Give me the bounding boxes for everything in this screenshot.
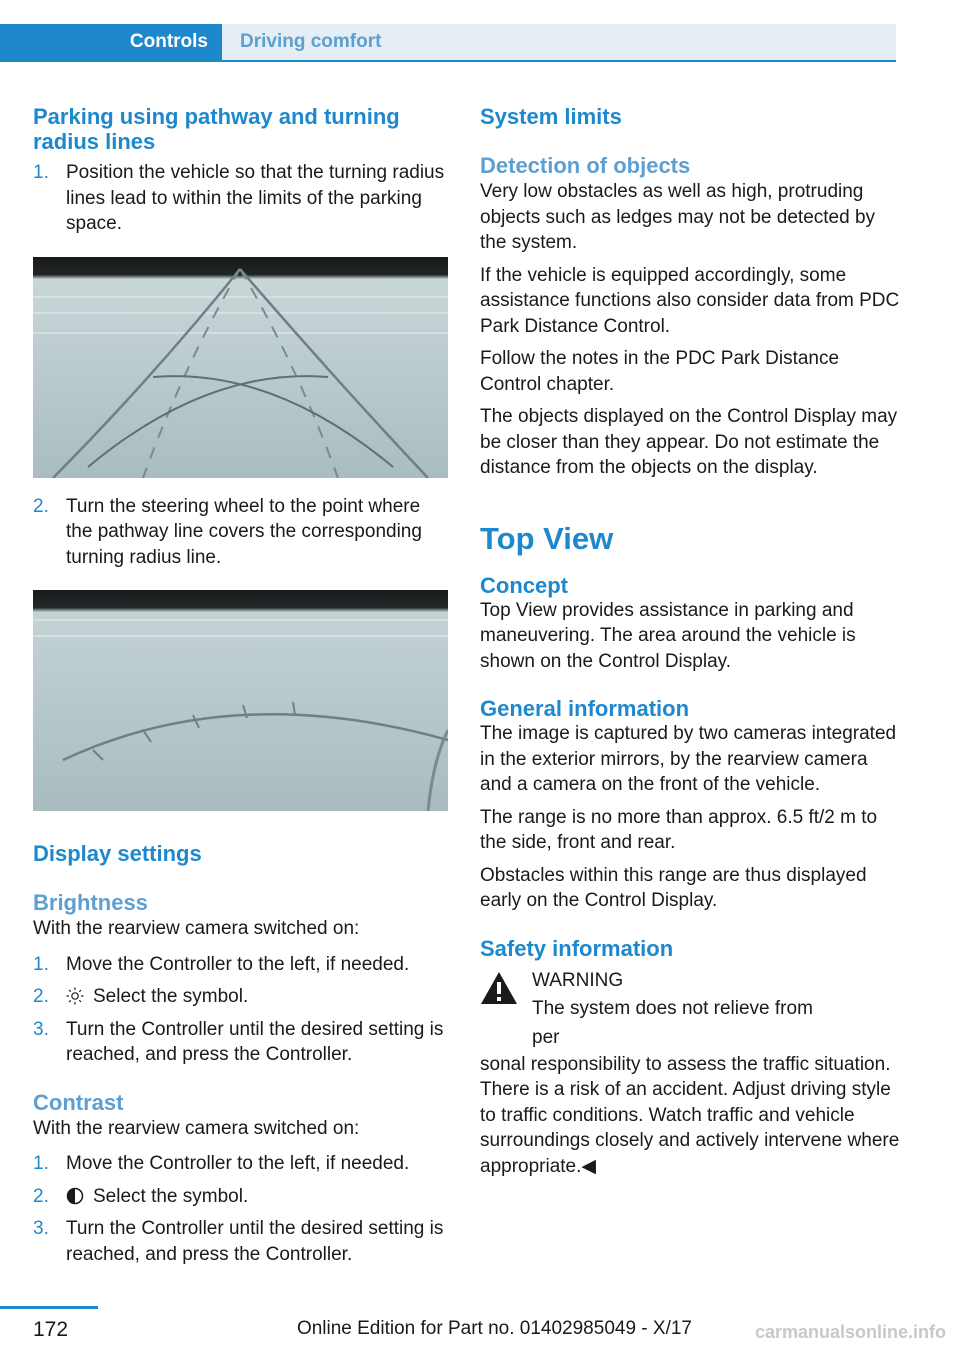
heading-contrast: Contrast [33,1089,124,1115]
step-text: Select the symbol. [93,986,249,1007]
heading-brightness: Brightness [33,890,148,915]
step-text: Turn the Controller until the desired setting is reached, and press the Controller. [66,1218,444,1265]
left-column [33,104,448,1267]
watermark: carmanualsonline.info [754,1322,946,1342]
parking-step-1 [33,160,448,237]
warning-block [480,967,900,1052]
brightness-intro: With the rearview camera switched on: [33,918,360,939]
warning-line-1: The system does not relieve from per [532,997,813,1048]
heading-concept: Concept [480,572,568,598]
contrast-step-2 [33,1184,448,1210]
edition-note: Online Edition for Part no. 01402985049 - X/17 [296,1318,692,1339]
figure-turning-radius [33,590,448,811]
contrast-step-1 [33,1151,448,1177]
brightness-icon [66,987,84,1005]
step-text: Turn the steering wheel to the point where the pathway line covers the corresponding turning radius line. [66,495,422,568]
step-number: 1. [33,953,49,975]
heading-parking-lines: Parking using pathway and turning radius lines [33,104,400,154]
general-paragraph-1: The image is captured by two cameras integrated in the exterior mirrors, by the rearview camera and a camera on the front of the vehicle. [480,723,897,795]
contrast-icon [66,1187,84,1205]
step-number: 2. [33,986,49,1007]
warning-label: WARNING [532,969,624,991]
step-text: Move the Controller to the left, if needed. [66,1153,410,1174]
pathway-lines-illustration [33,257,448,478]
page-number: 172 [33,1318,69,1341]
step-text: Turn the Controller until the desired setting is reached, and press the Controller. [66,1018,444,1065]
contrast-intro: With the rearview camera switched on: [33,1117,360,1139]
step-number: 3. [33,1018,49,1040]
step-number: 1. [33,1153,49,1174]
detection-paragraph-3: Follow the notes in the PDC Park Distance Control chapter. [480,348,840,395]
header-rule [0,60,896,62]
contrast-step-3 [33,1216,448,1267]
step-text: Move the Controller to the left, if needed. [66,953,410,975]
general-paragraph-2: The range is no more than approx. 6.5 ft/2 m to the side, front and rear. [480,806,878,853]
header-tab-controls: Controls [0,24,222,60]
warning-text: sonal responsibility to assess the traffic situation. There is a risk of an accident. Adjust driving style to traffic conditions. Watch traffic and vehicle surroundings closely and actively intervene where appropriate.◀ [480,1053,900,1177]
right-column [480,104,900,1179]
heading-general-information: General information [480,696,690,721]
brightness-step-1 [33,952,448,978]
footer-rule [0,1306,98,1309]
concept-paragraph: Top View provides assistance in parking and maneuvering. The area around the vehicle is shown on the Control Display. [480,599,856,672]
brightness-step-3 [33,1017,448,1068]
general-paragraph-3: Obstacles within this range are thus displayed early on the Control Display. [480,864,867,911]
heading-display-settings: Display settings [33,841,202,866]
step-number: 2. [33,495,49,517]
step-number: 3. [33,1218,49,1239]
heading-top-view: Top View [480,520,614,556]
header-tab-driving-comfort: Driving comfort [222,24,896,60]
detection-paragraph-1: Very low obstacles as well as high, protruding objects such as ledges may not be detected by the system. [480,181,876,253]
step-text: Position the vehicle so that the turning radius lines lead to within the limits of the parking space. [66,162,445,234]
warning-triangle-icon [480,971,518,1005]
heading-detection-of-objects: Detection of objects [480,153,691,178]
step-text: Select the symbol. [93,1185,249,1207]
figure-pathway-lines [33,257,448,478]
page-header [0,0,960,62]
step-number: 1. [33,162,49,183]
heading-safety-information: Safety information [480,935,674,961]
brightness-step-2 [33,984,448,1010]
detection-paragraph-4: The objects displayed on the Control Display may be closer than they appear. Do not estimate the distance from the objects on the display. [480,406,898,478]
detection-paragraph-2: If the vehicle is equipped accordingly, some assistance functions also consider data from PDC Park Distance Control. [480,264,900,337]
parking-step-2 [33,494,448,571]
heading-system-limits: System limits [480,104,622,129]
turning-radius-illustration [33,590,448,811]
step-number: 2. [33,1185,49,1207]
